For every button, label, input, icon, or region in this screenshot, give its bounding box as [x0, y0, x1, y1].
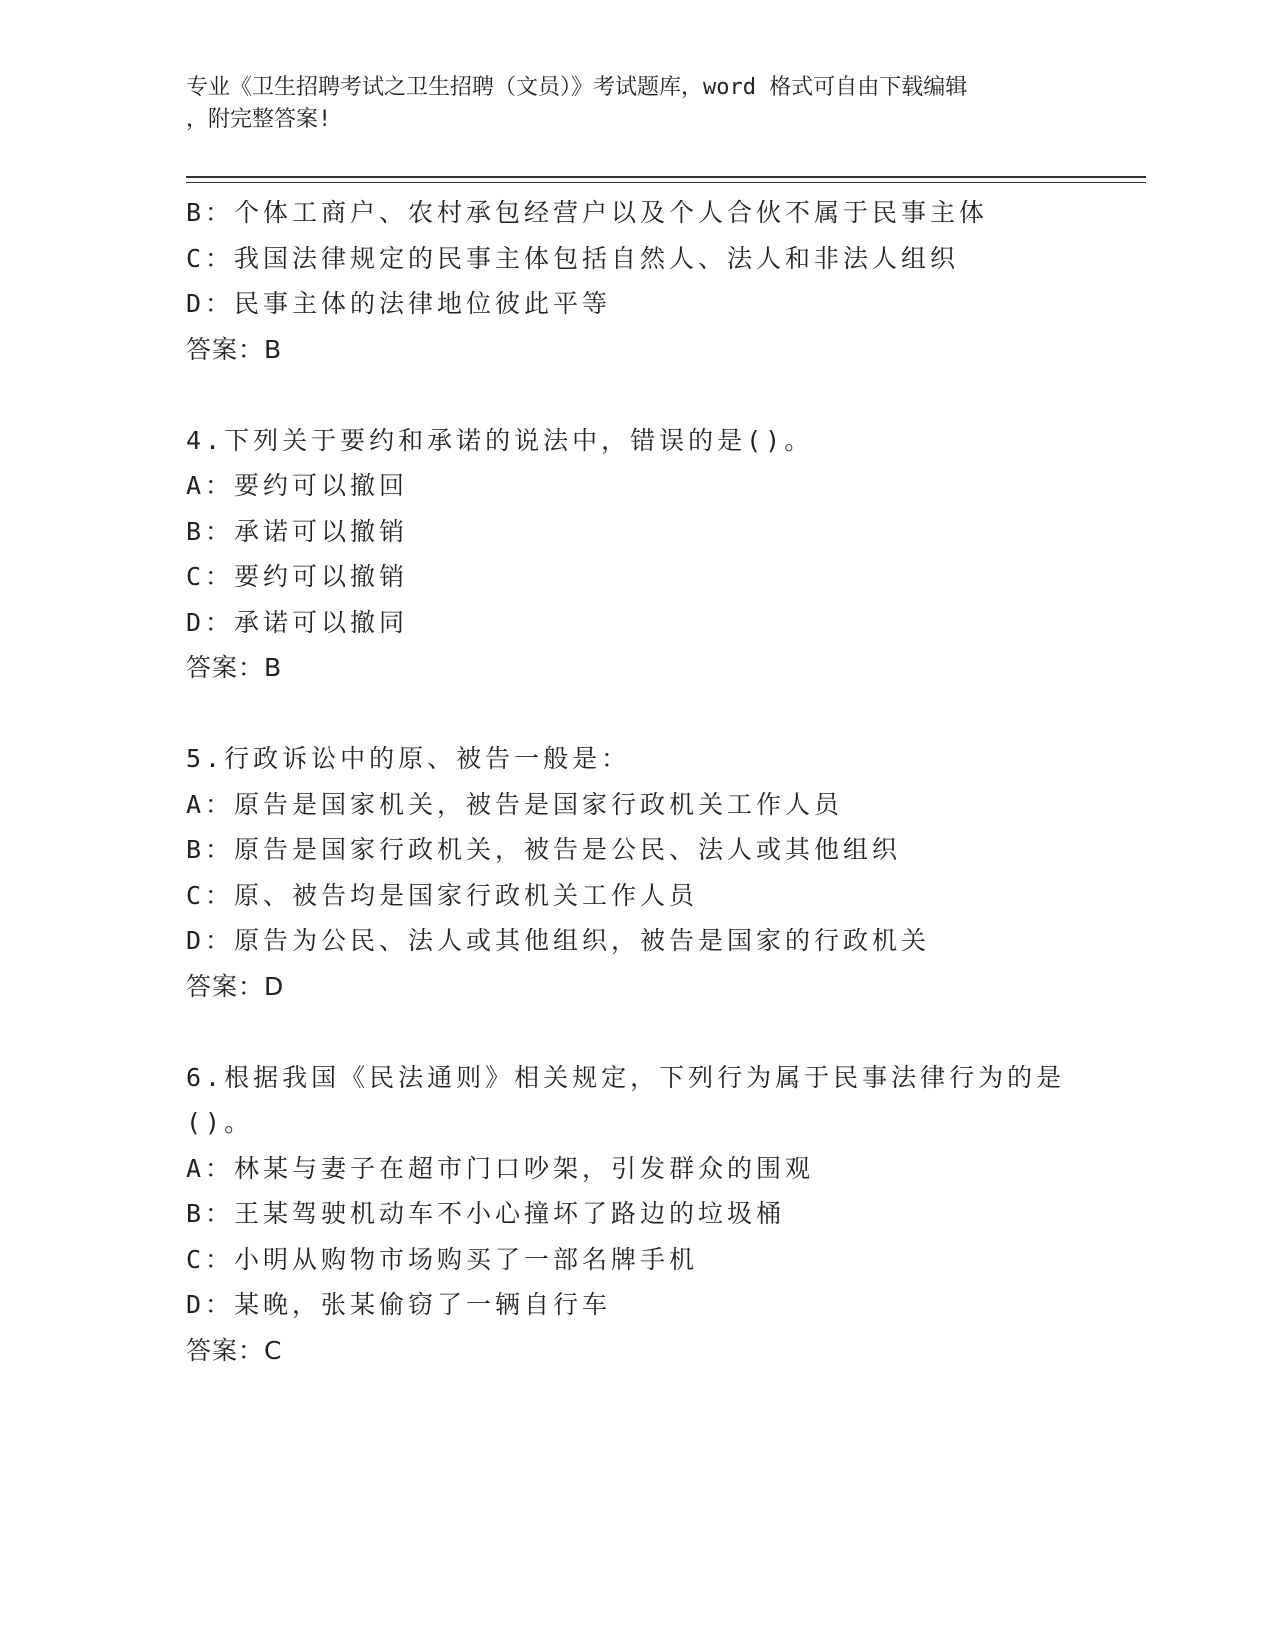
question-3-continued [186, 190, 1126, 372]
answer: 答案：B [186, 653, 283, 682]
question-list [186, 190, 1126, 1373]
option-a: A：林某与妻子在超市门口吵架，引发群众的围观 [186, 1153, 815, 1183]
option-c: C：要约可以撤销 [186, 562, 409, 591]
document-header [186, 72, 1086, 136]
option-b: B：承诺可以撤销 [186, 516, 409, 546]
option-b: B：个体工商户、农村承包经营户以及个人合伙不属于民事主体 [186, 198, 989, 227]
question-stem-line-1: 6.根据我国《民法通则》相关规定，下列行为属于民事法律行为的是 [186, 1062, 1066, 1092]
option-d: D：承诺可以撤同 [186, 607, 409, 637]
question-stem: 5.行政诉讼中的原、被告一般是： [186, 744, 631, 773]
header-divider-thick [186, 176, 1146, 178]
question-stem: 4.下列关于要约和承诺的说法中，错误的是()。 [186, 425, 814, 455]
question-6 [186, 1055, 1126, 1374]
option-a: A：原告是国家机关，被告是国家行政机关工作人员 [186, 789, 844, 819]
answer: 答案：D [186, 971, 285, 1001]
question-4 [186, 418, 1126, 691]
answer: 答案：C [186, 1335, 283, 1365]
option-a: A：要约可以撤回 [186, 471, 409, 500]
option-b: B：原告是国家行政机关，被告是公民、法人或其他组织 [186, 835, 902, 864]
option-c: C：小明从购物市场购买了一部名牌手机 [186, 1244, 699, 1274]
header-line-1: 专业《卫生招聘考试之卫生招聘（文员）》考试题库，word 格式可自由下载编辑 [186, 75, 968, 100]
header-line-2: ，附完整答案! [186, 107, 332, 132]
header-divider-thin [186, 182, 1146, 183]
option-d: D：民事主体的法律地位彼此平等 [186, 289, 612, 318]
question-stem-line-2: ()。 [186, 1108, 254, 1137]
option-c: C：原、被告均是国家行政机关工作人员 [186, 880, 699, 910]
option-d: D：原告为公民、法人或其他组织，被告是国家的行政机关 [186, 926, 931, 955]
option-b: B：王某驾驶机动车不小心撞坏了路边的垃圾桶 [186, 1199, 786, 1228]
answer: 答案：B [186, 334, 283, 364]
option-d: D：某晚，张某偷窃了一辆自行车 [186, 1290, 612, 1319]
option-c: C：我国法律规定的民事主体包括自然人、法人和非法人组织 [186, 243, 960, 273]
question-5 [186, 736, 1126, 1009]
